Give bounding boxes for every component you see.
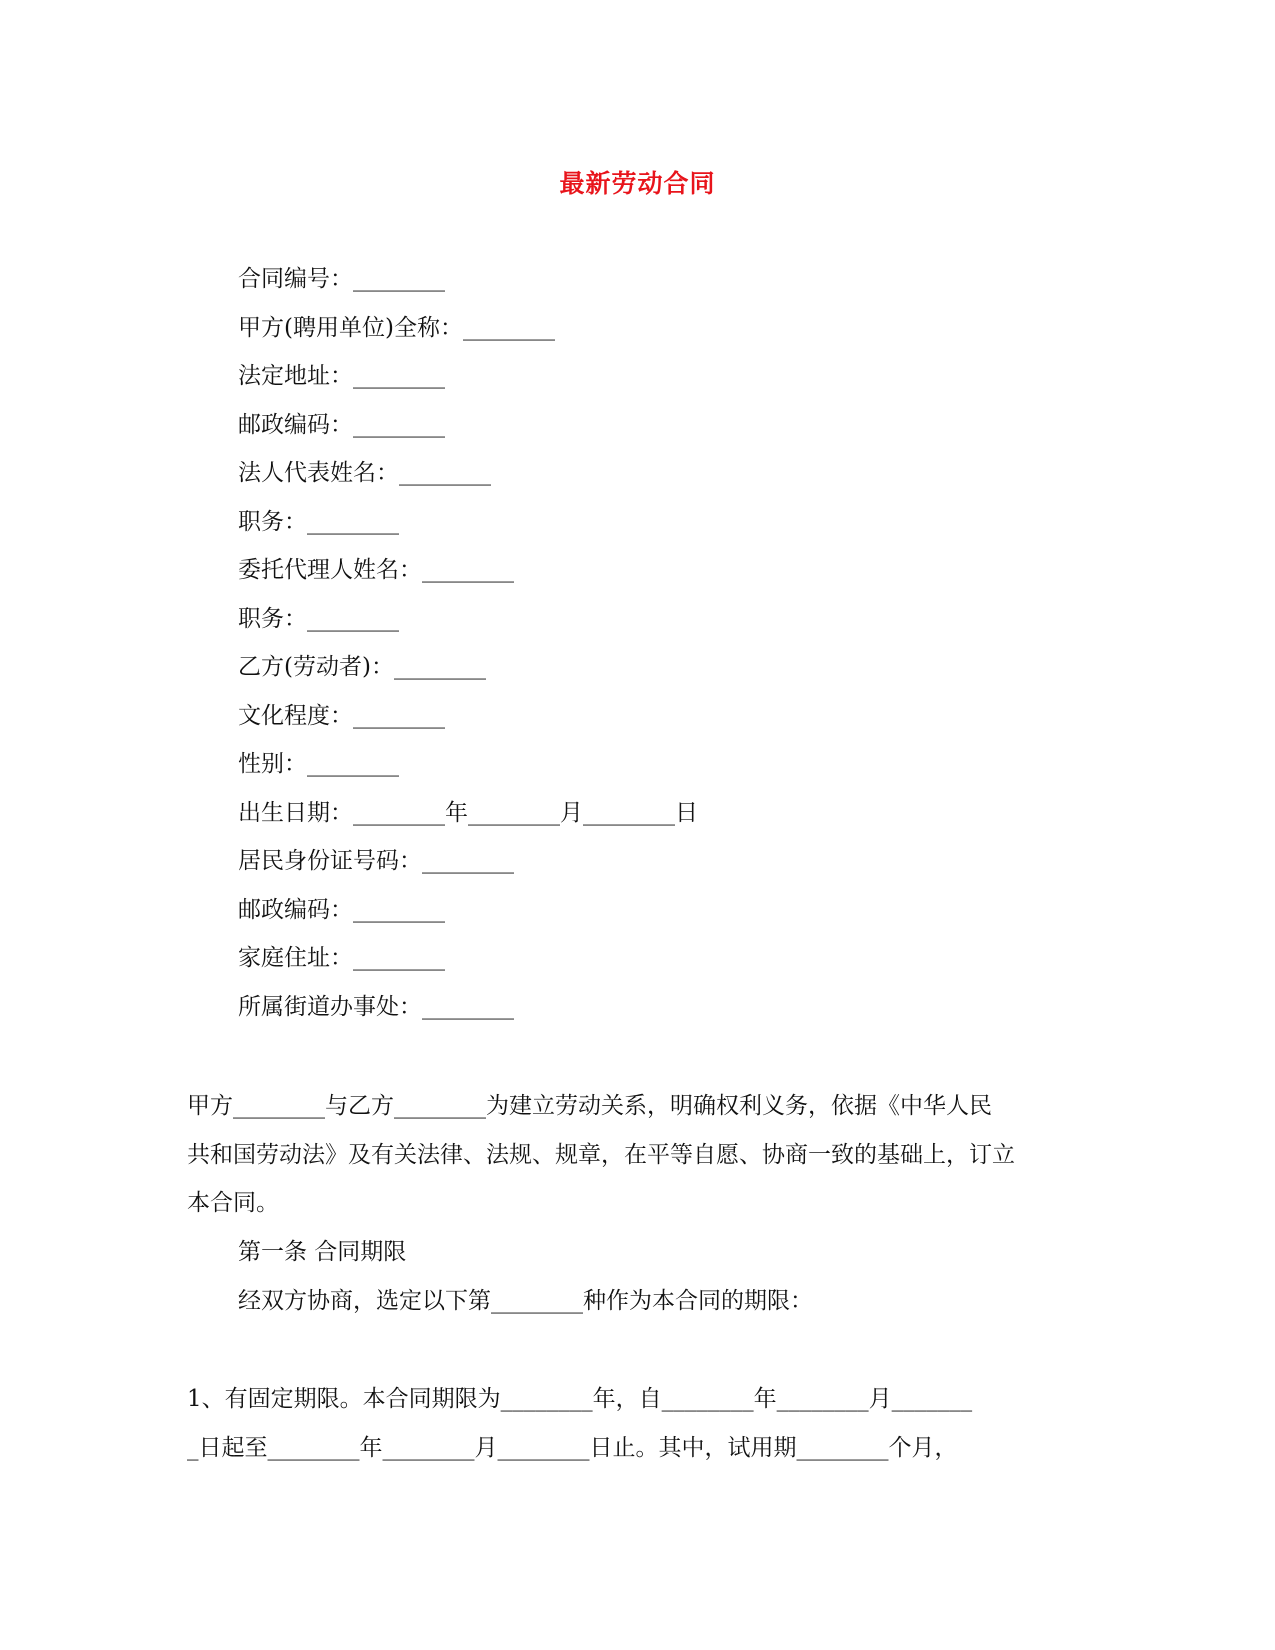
field-party-b: 乙方(劳动者)：________ — [238, 654, 486, 680]
intro-line: 本合同。 — [187, 1190, 279, 1216]
field-birth-date: 出生日期：________年________月________日 — [238, 799, 698, 826]
field-gender: 性别：________ — [238, 751, 399, 777]
clause-line: 1、有固定期限。本合同期限为________年，自________年________月_______ — [187, 1386, 973, 1412]
clause-line: _日起至________年________月________日止。其中，试用期________个月， — [187, 1434, 958, 1461]
field-contract-number: 合同编号：________ — [238, 266, 445, 292]
clause-fixed-term — [187, 1375, 1087, 1472]
field-position-agent: 职务：________ — [238, 605, 399, 632]
contract-fields — [238, 262, 1098, 1038]
field-postal-code-a: 邮政编码：________ — [238, 411, 445, 438]
field-home-address: 家庭住址：________ — [238, 945, 445, 971]
field-legal-address: 法定地址：________ — [238, 363, 445, 389]
field-position-a: 职务：________ — [238, 508, 399, 535]
field-party-a-name: 甲方(聘用单位)全称：________ — [238, 314, 555, 341]
field-agent-name: 委托代理人姓名：________ — [238, 557, 514, 583]
intro-line: 甲方________与乙方________为建立劳动关系，明确权利义务，依据《中华人民 — [187, 1093, 992, 1119]
field-postal-code-b: 邮政编码：________ — [238, 896, 445, 923]
article-one — [238, 1228, 1138, 1325]
intro-paragraph — [187, 1082, 1087, 1228]
field-id-number: 居民身份证号码：________ — [238, 848, 514, 874]
article-text: 经双方协商，选定以下第________种作为本合同的期限： — [238, 1287, 813, 1314]
field-legal-representative: 法人代表姓名：________ — [238, 460, 491, 486]
field-education: 文化程度：________ — [238, 702, 445, 729]
document-title: 最新劳动合同 — [559, 169, 716, 198]
intro-line: 共和国劳动法》及有关法律、法规、规章，在平等自愿、协商一致的基础上，订立 — [187, 1141, 1015, 1168]
field-subdistrict-office: 所属街道办事处：________ — [238, 993, 514, 1020]
article-heading: 第一条 合同期限 — [238, 1239, 407, 1265]
